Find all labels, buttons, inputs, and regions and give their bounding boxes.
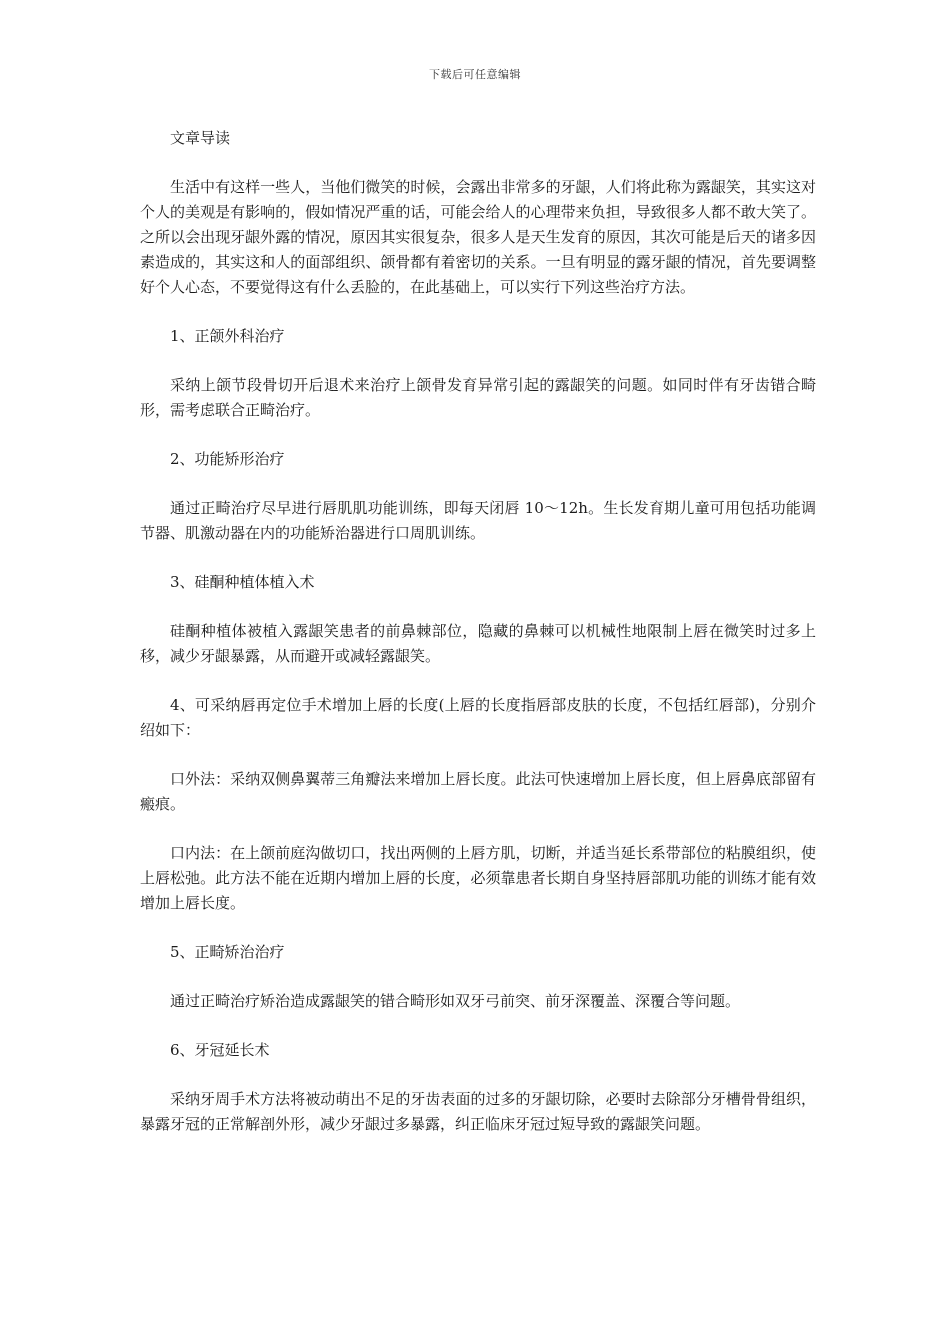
article-body (140, 126, 816, 1137)
section-heading-6: 6、牙冠延长术 (170, 1041, 270, 1059)
section-body-6: 采纳牙周手术方法将被动萌出不足的牙齿表面的过多的牙龈切除，必要时去除部分牙槽骨骨组织，暴露牙冠的正常解剖外形，减少牙龈过多暴露，纠正临床牙冠过短导致的露龈笑问题。 (140, 1090, 816, 1133)
section-heading-3: 3、硅酮种植体植入术 (170, 573, 315, 591)
section-body-3: 硅酮种植体被植入露龈笑患者的前鼻棘部位，隐藏的鼻棘可以机械性地限制上唇在微笑时过多上移，减少牙龈暴露，从而避开或减轻露龈笑。 (140, 622, 816, 665)
header-note: 下载后可任意编辑 (429, 68, 521, 81)
section-body-2: 通过正畸治疗尽早进行唇肌肌功能训练，即每天闭唇 10～12h。生长发育期儿童可用包括功能调节器、肌激动器在内的功能矫治器进行口周肌训练。 (140, 499, 816, 542)
article-lead-title: 文章导读 (170, 129, 231, 147)
intro-paragraph: 生活中有这样一些人，当他们微笑的时候，会露出非常多的牙龈，人们将此称为露龈笑，其实这对个人的美观是有影响的，假如情况严重的话，可能会给人的心理带来负担，导致很多人都不敢大笑了。之所以会出现牙龈外露的情况，原因其实很复杂，很多人是天生发育的原因，其次可能是后天的诸多因素造成的，其实这和人的面部组织、颌骨都有着密切的关系。一旦有明显的露牙龈的情况，首先要调整好个人心态，不要觉得这有什么丢脸的，在此基础上，可以实行下列这些治疗方法。 (140, 178, 816, 296)
method-internal: 口内法：在上颌前庭沟做切口，找出两侧的上唇方肌，切断，并适当延长系带部位的粘膜组织，使上唇松弛。此方法不能在近期内增加上唇的长度，必须靠患者长期自身坚持唇部肌功能的训练才能有效增加上唇长度。 (140, 844, 816, 912)
section-body-1: 采纳上颌节段骨切开后退术来治疗上颌骨发育异常引起的露龈笑的问题。如同时伴有牙齿错合畸形，需考虑联合正畸治疗。 (140, 376, 816, 419)
section-heading-2: 2、功能矫形治疗 (170, 450, 285, 468)
method-external: 口外法：采纳双侧鼻翼蒂三角瓣法来增加上唇长度。此法可快速增加上唇长度，但上唇鼻底部留有瘢痕。 (140, 770, 816, 813)
section-body-5: 通过正畸治疗矫治造成露龈笑的错合畸形如双牙弓前突、前牙深覆盖、深覆合等问题。 (170, 992, 741, 1010)
section-heading-1: 1、正颌外科治疗 (170, 327, 285, 345)
section-heading-4: 4、可采纳唇再定位手术增加上唇的长度(上唇的长度指唇部皮肤的长度，不包括红唇部)，分别介绍如下： (140, 696, 816, 739)
section-heading-5: 5、正畸矫治治疗 (170, 943, 285, 961)
